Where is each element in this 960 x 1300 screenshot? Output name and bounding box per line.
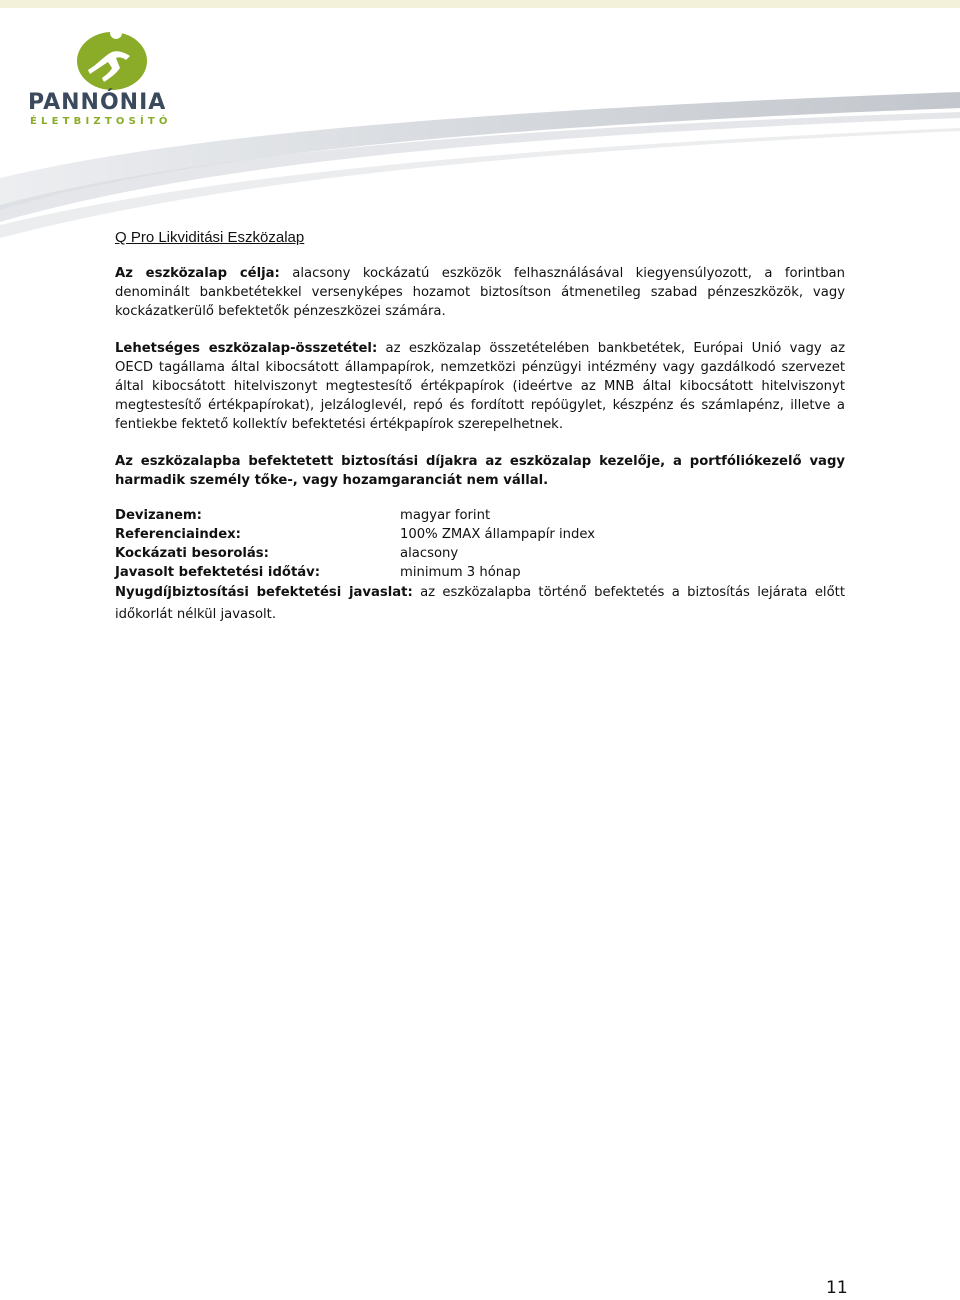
runner-logo-icon — [76, 30, 148, 92]
logo-wordmark: PANNÓNIA — [28, 90, 167, 115]
property-value: magyar forint — [400, 508, 491, 523]
composition-label: Lehetséges eszközalap-összetétel: — [115, 341, 378, 356]
property-value: minimum 3 hónap — [400, 565, 521, 580]
goal-label: Az eszközalap célja: — [115, 266, 280, 281]
pension-advice-label: Nyugdíjbiztosítási befektetési javaslat: — [115, 585, 413, 600]
goal-paragraph — [115, 264, 845, 321]
goal-text: alacsony kockázatú eszközök felhasználásával kiegyensúlyozott, a forintban denominált bankbetétekkel versenyképes hozamot biztosítson átmenetileg szabad pénzeszközök, vagy kockázatkerülő befektetők pénzeszközei számára. — [115, 266, 846, 319]
guarantee-paragraph — [115, 452, 845, 490]
document-title: Q Pro Likviditási Eszközalap — [115, 229, 305, 246]
composition-paragraph — [115, 339, 845, 434]
pannonia-logo — [28, 30, 198, 130]
document-body — [115, 228, 845, 644]
property-value: alacsony — [400, 546, 459, 561]
property-label: Kockázati besorolás: — [115, 546, 269, 561]
property-row-investment-horizon — [115, 563, 845, 582]
pension-advice-text: az eszközalapba történő befektetés a biztosítás lejárata előtt időkorlát nélkül javasolt. — [115, 585, 846, 622]
composition-text: az eszközalap összetételében bankbetétek, Európai Unió vagy az OECD tagállama által kibocsátott állampapírok, nemzetközi pénzügyi intézmény vagy gazdálkodó szervezet által kibocsátott hitelviszonyt megtestesítő értékpapírok (ideértve az MNB által kibocsátott hitelviszonyt megtestesítő értékpapírokat), jelzáloglevél, repó és fordított repóügylet, készpénz és számlapénz, illetve a fentiekbe fektető kollektív befektetési értékpapírok szerepelhetnek. — [115, 341, 846, 432]
page-number: 11 — [826, 1278, 848, 1298]
guarantee-text: Az eszközalapba befektetett biztosítási díjakra az eszközalap kezelője, a portfóliókezelő vagy harmadik személy tőke-, vagy hozamgaranciát nem vállal. — [115, 454, 845, 488]
property-row-currency — [115, 506, 845, 525]
property-label: Referenciaindex: — [115, 527, 241, 542]
property-label: Devizanem: — [115, 508, 202, 523]
property-value: 100% ZMAX állampapír index — [400, 527, 596, 542]
logo-subtitle: ÉLETBIZTOSÍTÓ — [30, 116, 172, 127]
fund-properties — [115, 506, 845, 582]
property-row-risk-class — [115, 544, 845, 563]
pension-advice-paragraph — [115, 582, 845, 626]
property-row-reference-index — [115, 525, 845, 544]
property-label: Javasolt befektetési időtáv: — [115, 565, 321, 580]
